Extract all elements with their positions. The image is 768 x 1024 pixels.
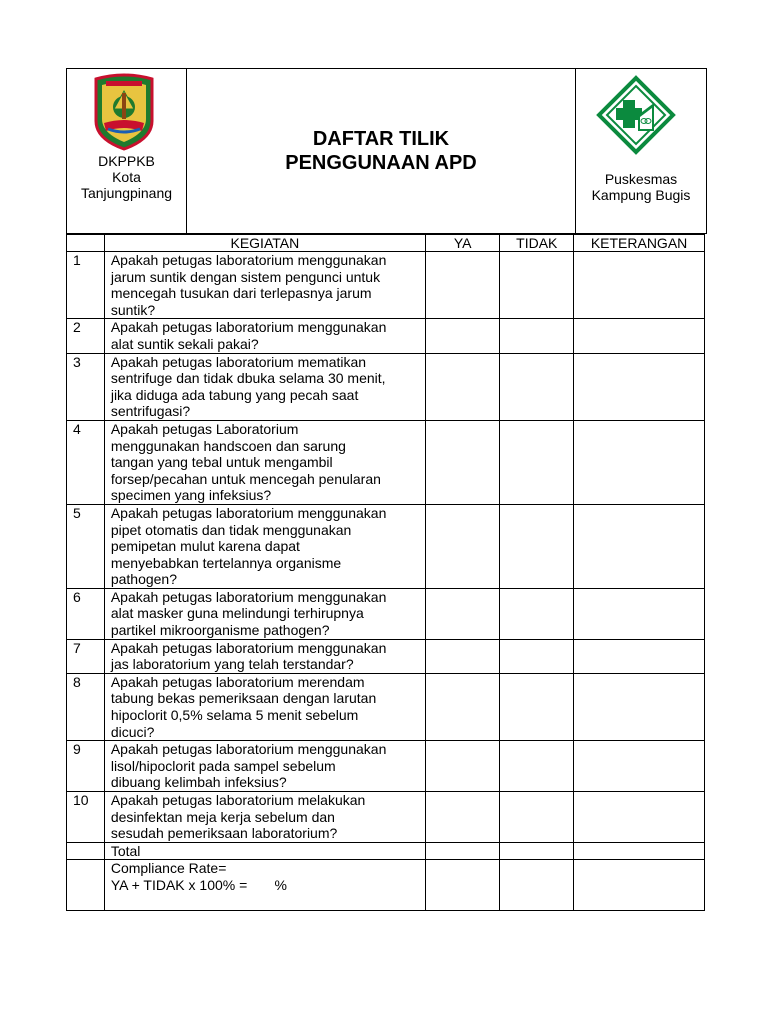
row-number: 2: [67, 319, 105, 353]
row-number: 8: [67, 673, 105, 740]
kegiatan-line: jas laboratorium yang telah terstandar?: [110, 656, 354, 673]
row-kegiatan: [104, 588, 425, 639]
row-ya-cell[interactable]: [425, 741, 500, 792]
kegiatan-line: suntik?: [110, 301, 156, 318]
kegiatan-line: dibuang kelimbah infeksius?: [110, 774, 287, 791]
row-kegiatan: [104, 792, 425, 843]
row-number: 9: [67, 741, 105, 792]
kegiatan-line: menggunakan handscoen dan sarung: [110, 437, 346, 454]
row-kegiatan: [104, 319, 425, 353]
kegiatan-line: lisol/hipoclorit pada sampel sebelum: [110, 757, 336, 774]
table-header-row: [67, 235, 705, 252]
row-tidak-cell[interactable]: [500, 588, 574, 639]
col-header-ya: YA: [425, 235, 500, 252]
title-cell: [187, 69, 576, 234]
kegiatan-line: hipoclorit 0,5% selama 5 menit sebelum: [110, 707, 359, 724]
col-header-kegiatan: KEGIATAN: [104, 235, 425, 252]
kegiatan-line: forsep/pecahan untuk mencegah penularan: [110, 470, 381, 487]
checklist-rows: [67, 252, 705, 843]
header-table: [66, 68, 707, 234]
row-keterangan-cell[interactable]: [574, 741, 705, 792]
kegiatan-line: sentrifugasi?: [110, 403, 191, 420]
row-number: 1: [67, 252, 105, 319]
row-keterangan-cell[interactable]: [574, 319, 705, 353]
col-header-keterangan: KETERANGAN: [574, 235, 705, 252]
row-tidak-cell[interactable]: [500, 504, 574, 588]
row-keterangan-cell[interactable]: [574, 792, 705, 843]
row-number: 3: [67, 353, 105, 420]
row-keterangan-cell[interactable]: [574, 673, 705, 740]
document-title: DAFTAR TILIK PENGGUNAAN APD: [285, 128, 477, 174]
kegiatan-line: menyebabkan tertelannya organisme: [110, 554, 342, 571]
table-row: [67, 420, 705, 504]
compliance-keterangan-cell[interactable]: [574, 860, 705, 911]
kota-emblem-icon: [92, 73, 156, 151]
table-row: [67, 504, 705, 588]
row-tidak-cell[interactable]: [500, 741, 574, 792]
row-kegiatan: [104, 741, 425, 792]
kegiatan-line: Apakah petugas laboratorium menggunakan: [110, 639, 387, 656]
puskesmas-logo-icon: [596, 75, 676, 155]
kegiatan-line: Apakah petugas laboratorium melakukan: [110, 792, 366, 808]
row-ya-cell[interactable]: [425, 252, 500, 319]
kegiatan-line: Apakah petugas laboratorium menggunakan: [110, 252, 387, 268]
kegiatan-line: tangan yang tebal untuk mengambil: [110, 454, 333, 471]
kegiatan-line: Apakah petugas laboratorium menggunakan: [110, 588, 387, 605]
total-no-cell: [67, 842, 105, 860]
kegiatan-line: Apakah petugas laboratorium menggunakan: [110, 504, 387, 521]
kegiatan-line: Apakah petugas laboratorium mematikan: [110, 353, 367, 370]
kegiatan-line: jarum suntik dengan sistem pengunci untuk: [110, 268, 381, 285]
kegiatan-line: specimen yang infeksius?: [110, 487, 272, 504]
kegiatan-line: alat masker guna melindungi terhirupnya: [110, 605, 364, 622]
compliance-label: Compliance Rate= YA + TIDAK x 100% = %: [104, 860, 425, 911]
table-row: [67, 353, 705, 420]
row-keterangan-cell[interactable]: [574, 504, 705, 588]
row-keterangan-cell[interactable]: [574, 252, 705, 319]
row-tidak-cell[interactable]: [500, 319, 574, 353]
col-header-no: [67, 235, 105, 252]
row-tidak-cell[interactable]: [500, 252, 574, 319]
row-keterangan-cell[interactable]: [574, 353, 705, 420]
table-row: [67, 252, 705, 319]
row-ya-cell[interactable]: [425, 319, 500, 353]
kegiatan-line: mencegah tusukan dari terlepasnya jarum: [110, 285, 372, 302]
kegiatan-line: pemipetan mulut karena dapat: [110, 538, 300, 555]
total-row: [67, 842, 705, 860]
right-org-name: Puskesmas Kampung Bugis: [591, 171, 691, 203]
compliance-no-cell: [67, 860, 105, 911]
row-kegiatan: [104, 353, 425, 420]
row-tidak-cell[interactable]: [500, 420, 574, 504]
total-label: Total: [104, 842, 425, 860]
row-number: 5: [67, 504, 105, 588]
kegiatan-line: sentrifuge dan tidak dbuka selama 30 menit,: [110, 370, 386, 387]
total-tidak-cell[interactable]: [500, 842, 574, 860]
row-number: 7: [67, 639, 105, 673]
compliance-row: [67, 860, 705, 911]
row-keterangan-cell[interactable]: [574, 639, 705, 673]
row-tidak-cell[interactable]: [500, 353, 574, 420]
kegiatan-line: tabung bekas pemeriksaan dengan larutan: [110, 690, 377, 707]
row-kegiatan: [104, 420, 425, 504]
row-ya-cell[interactable]: [425, 792, 500, 843]
kegiatan-line: partikel mikroorganisme pathogen?: [110, 622, 330, 639]
row-kegiatan: [104, 673, 425, 740]
table-row: [67, 673, 705, 740]
kegiatan-line: desinfektan meja kerja sebelum dan: [110, 808, 335, 825]
kegiatan-line: pipet otomatis dan tidak menggunakan: [110, 521, 352, 538]
kegiatan-line: dicuci?: [110, 723, 155, 740]
row-kegiatan: [104, 639, 425, 673]
right-org-cell: [576, 69, 707, 234]
table-row: [67, 741, 705, 792]
kegiatan-line: jika diduga ada tabung yang pecah saat: [110, 386, 359, 403]
left-org-name: DKPPKB Kota Tanjungpinang: [80, 153, 173, 201]
row-ya-cell[interactable]: [425, 588, 500, 639]
row-kegiatan: [104, 504, 425, 588]
row-number: 6: [67, 588, 105, 639]
row-number: 10: [67, 792, 105, 843]
row-ya-cell[interactable]: [425, 504, 500, 588]
row-ya-cell[interactable]: [425, 420, 500, 504]
kegiatan-line: sesudah pemeriksaan laboratorium?: [110, 825, 338, 842]
row-tidak-cell[interactable]: [500, 673, 574, 740]
row-tidak-cell[interactable]: [500, 639, 574, 673]
row-keterangan-cell[interactable]: [574, 420, 705, 504]
document-sheet: [66, 68, 705, 911]
row-ya-cell[interactable]: [425, 353, 500, 420]
row-number: 4: [67, 420, 105, 504]
kegiatan-line: alat suntik sekali pakai?: [110, 335, 259, 352]
kegiatan-line: Apakah petugas laboratorium menggunakan: [110, 741, 387, 758]
table-row: [67, 639, 705, 673]
row-keterangan-cell[interactable]: [574, 588, 705, 639]
total-ya-cell[interactable]: [425, 842, 500, 860]
kegiatan-line: Apakah petugas laboratorium menggunakan: [110, 319, 387, 336]
kegiatan-line: pathogen?: [110, 571, 178, 588]
kegiatan-line: Apakah petugas laboratorium merendam: [110, 673, 365, 690]
row-ya-cell[interactable]: [425, 673, 500, 740]
row-ya-cell[interactable]: [425, 639, 500, 673]
total-keterangan-cell[interactable]: [574, 842, 705, 860]
table-row: [67, 792, 705, 843]
compliance-tidak-cell[interactable]: [500, 860, 574, 911]
kegiatan-line: Apakah petugas Laboratorium: [110, 420, 299, 437]
table-row: [67, 319, 705, 353]
col-header-tidak: TIDAK: [500, 235, 574, 252]
left-org-cell: [67, 69, 187, 234]
row-kegiatan: [104, 252, 425, 319]
checklist-table: [66, 234, 705, 911]
table-row: [67, 588, 705, 639]
compliance-ya-cell[interactable]: [425, 860, 500, 911]
row-tidak-cell[interactable]: [500, 792, 574, 843]
